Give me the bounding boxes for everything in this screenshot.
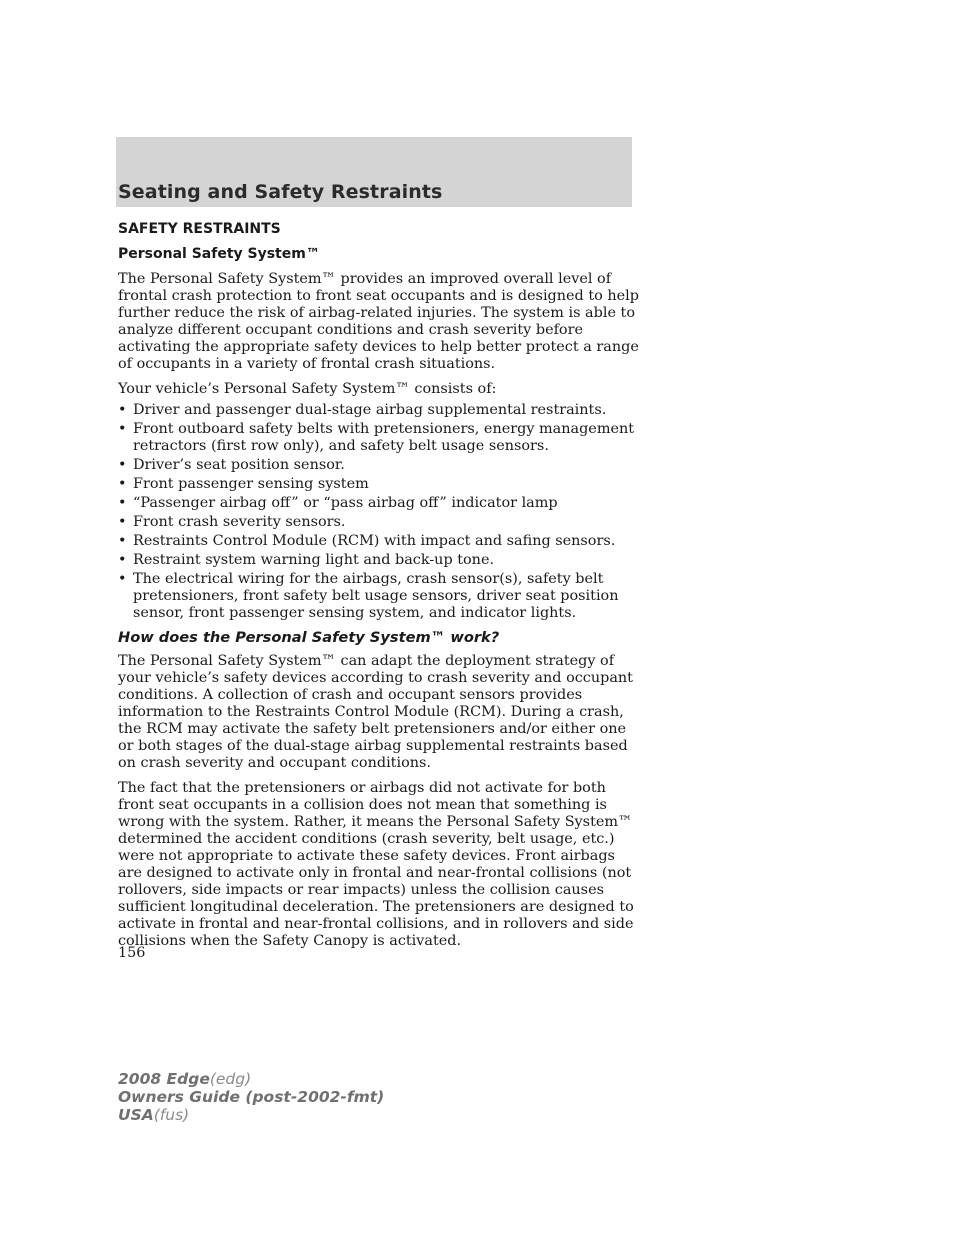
list-item: • Front crash severity sensors. [118, 514, 346, 530]
bullet-icon: • [118, 571, 127, 587]
list-item: • “Passenger airbag off” or “pass airbag off” indicator lamp [118, 495, 558, 511]
bullet-icon: • [118, 457, 127, 473]
adapt-paragraph: The Personal Safety System™ can adapt the deployment strategy of your vehicle’s safety devices according to crash severity and occupant conditions. A collection of crash and occupant sensors provides information to the Restraints Control Module (RCM). During a crash, the RCM may activate the safety belt pretensioners and/or either one or both stages of the dual-stage airbag supplemental restraints based on crash severity and occupant conditions. [118, 653, 633, 771]
bullet-icon: • [118, 514, 127, 530]
footer-line-2: Owners Guide (post-2002-fmt) [118, 1088, 385, 1106]
bullet-icon: • [118, 552, 127, 568]
component-list [118, 402, 640, 622]
intro-paragraph: The Personal Safety System™ provides an improved overall level of frontal crash protection to front seat occupants and is designed to help further reduce the risk of airbag-related injuries. The system is able to analyze different occupant conditions and crash severity before activating the appropriate safety devices to help better protect a range of occupants in a variety of frontal crash situations. [118, 271, 639, 372]
bullet-icon: • [118, 533, 127, 549]
list-item: • Restraints Control Module (RCM) with impact and safing sensors. [118, 533, 616, 549]
page-content [118, 221, 640, 958]
list-item: • Front passenger sensing system [118, 476, 369, 492]
section-header-title: Seating and Safety Restraints [118, 181, 443, 203]
list-item: • Restraint system warning light and back-up tone. [118, 552, 495, 568]
consists-of-paragraph: Your vehicle’s Personal Safety System™ consists of: [118, 381, 497, 397]
footer-line-3: USA(fus) [118, 1106, 190, 1124]
bullet-icon: • [118, 421, 127, 437]
fact-paragraph: The fact that the pretensioners or airbags did not activate for both front seat occupants in a collision does not mean that something is wrong with the system. Rather, it means the Personal Safety System™ determined the accident conditions (crash severity, belt usage, etc.) were not appropriate to activate these safety devices. Front airbags are designed to activate only in frontal and near-frontal collisions (not rollovers, side impacts or rear impacts) unless the collision causes sufficient longitudinal deceleration. The pretensioners are designed to activate in frontal and near-frontal collisions, and in rollovers and side collisions when the Safety Canopy is activated. [118, 780, 634, 949]
page-number: 156 [118, 945, 146, 961]
question-heading: How does the Personal Safety System™ work? [118, 629, 500, 646]
list-item: • Front outboard safety belts with pretensioners, energy management retractors (first row only), and safety belt usage sensors. [118, 421, 635, 454]
bullet-icon: • [118, 402, 127, 418]
list-item: • The electrical wiring for the airbags, crash sensor(s), safety belt pretensioners, front safety belt usage sensors, driver seat position sensor, front passenger sensing system, and indicator lights. [118, 571, 619, 621]
section-heading: SAFETY RESTRAINTS [118, 221, 281, 237]
bullet-icon: • [118, 495, 127, 511]
list-item: • Driver’s seat position sensor. [118, 457, 345, 473]
bullet-icon: • [118, 476, 127, 492]
subsection-heading: Personal Safety System™ [118, 246, 320, 262]
footer-line-1: 2008 Edge(edg) [118, 1070, 252, 1088]
list-item: • Driver and passenger dual-stage airbag supplemental restraints. [118, 402, 607, 418]
footer [118, 1070, 384, 1124]
